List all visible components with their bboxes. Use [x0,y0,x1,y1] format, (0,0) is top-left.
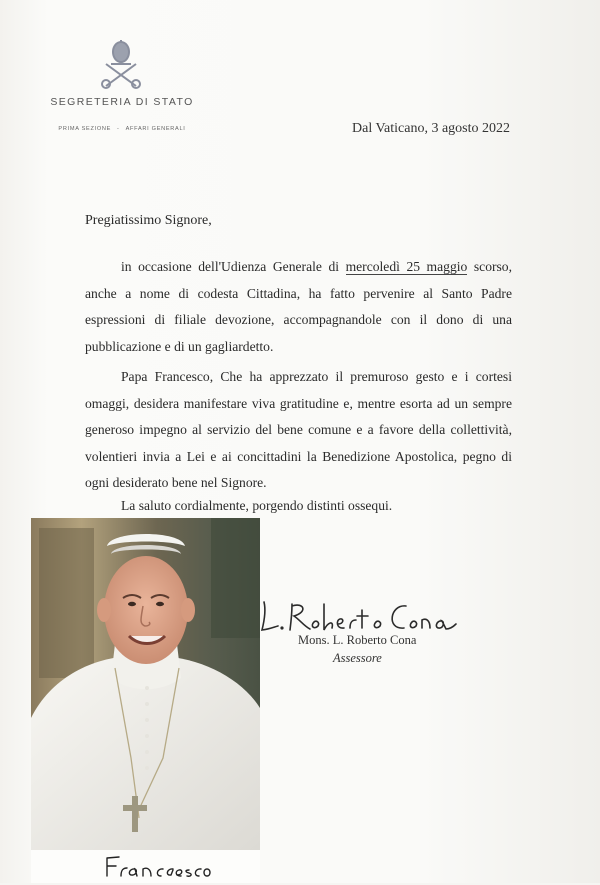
pope-portrait-photo [31,518,260,850]
underlined-date: mercoledì 25 maggio [345,259,468,274]
paragraph-1 [85,254,512,360]
photo-card [31,518,260,883]
section-right: AFFARI GENERALI [125,126,186,132]
paragraph-1-start: in occasione dell'Udienza Generale di [121,259,346,274]
section-left: PRIMA SEZIONE [58,126,112,132]
section-separator: - [117,126,120,132]
office-section [42,126,202,132]
greeting: Pregiatissimo Signore, [85,213,212,228]
handwritten-name [103,854,213,880]
papal-keys-emblem-icon [98,38,144,90]
paragraph-2 [85,364,512,497]
signer-title: Assessore [333,651,382,665]
signer-name: Mons. L. Roberto Cona [298,633,417,647]
closing-line: La saluto cordialmente, porgendo distinti ossequi. [121,498,393,513]
paragraph-1-rest: scorso, anche a nome di codesta Cittadina, ha fatto pervenire al Santo Padre espressioni di filiale devozione, accompagnandole con il dono di una pubblicazione e di un gagliardetto. [85,259,513,354]
office-name: SEGRETERIA DI STATO [50,96,194,108]
paragraph-2-text: Papa Francesco, Che ha apprezzato il premuroso gesto e i cortesi omaggi, desidera manifestare viva gratitudine e, mentre esorta ad un sempre generoso impegno al servizio del bene comune e a favore della collettività, volentieri invia a Lei e ai concittadini la Benedizione Apostolica, pegno di ogni desiderato bene nel Signore. [85,369,512,490]
date-line: Dal Vaticano, 3 agosto 2022 [352,121,510,136]
